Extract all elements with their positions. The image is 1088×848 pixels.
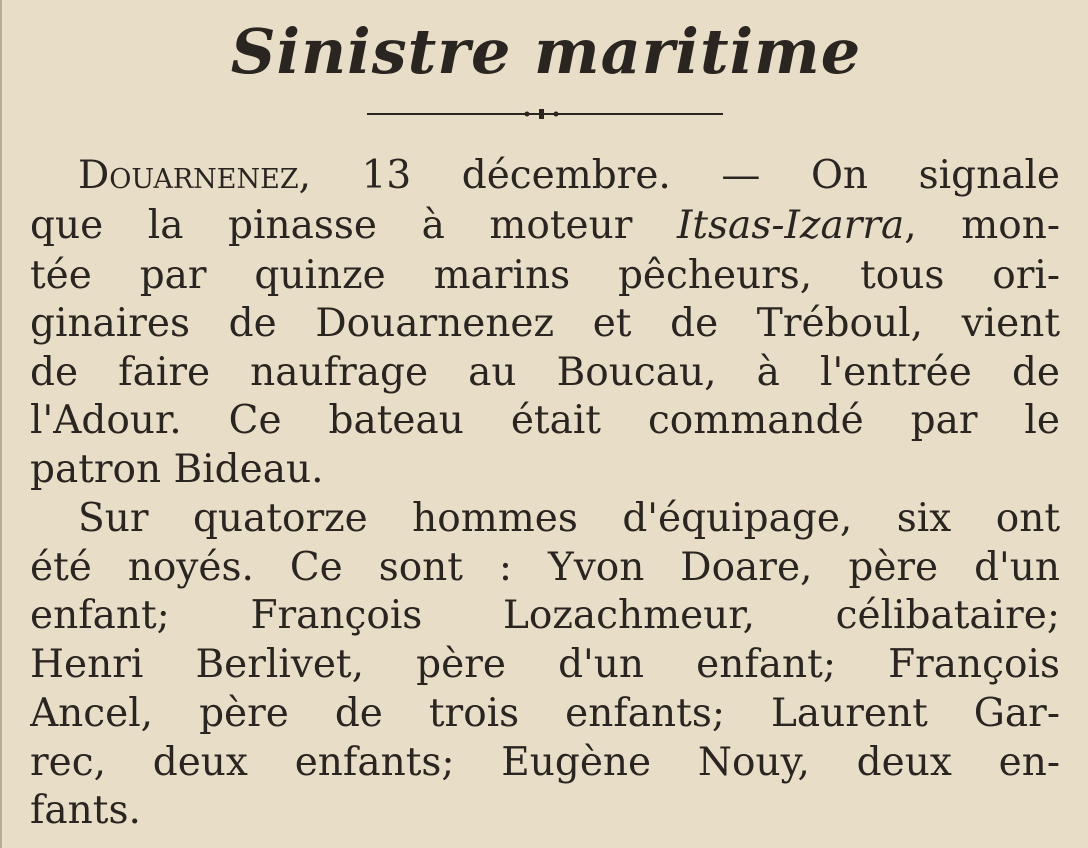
text-line: enfant; François Lozachmeur, célibataire; [30,593,1060,638]
title-divider [367,106,723,122]
ship-name: Itsas-Izarra [676,203,905,248]
text-line: fants. [30,788,141,833]
text-line: tée par quinze marins pêcheurs, tous ori- [30,253,1060,298]
text-line: rec, deux enfants; Eugène Nouy, deux en- [30,740,1060,785]
text-line: de faire naufrage au Boucau, à l'entrée de [30,350,1060,395]
text-line: ginaires de Douarnenez et de Tréboul, vient [30,301,1060,346]
text-line: Ancel, père de trois enfants; Laurent Gar- [30,691,1060,736]
text-line: patron Bideau. [30,447,324,492]
text-line: Henri Berlivet, père d'un enfant; François [30,642,1060,687]
line-text: , 13 décembre. — On signale [298,153,1060,198]
dateline: Douarnenez [78,153,299,198]
text-line: été noyés. Ce sont : Yvon Doare, père d'un [30,545,1060,590]
text-line [78,152,1060,200]
article-title: Sinistre maritime [230,15,862,88]
text-line [30,202,1060,250]
line-text: , mon- [904,203,1060,248]
line-text: que la pinasse à moteur [30,203,677,248]
text-line: Sur quatorze hommes d'équipage, six ont [78,496,1060,541]
text-line: l'Adour. Ce bateau était commandé par le [30,398,1060,443]
